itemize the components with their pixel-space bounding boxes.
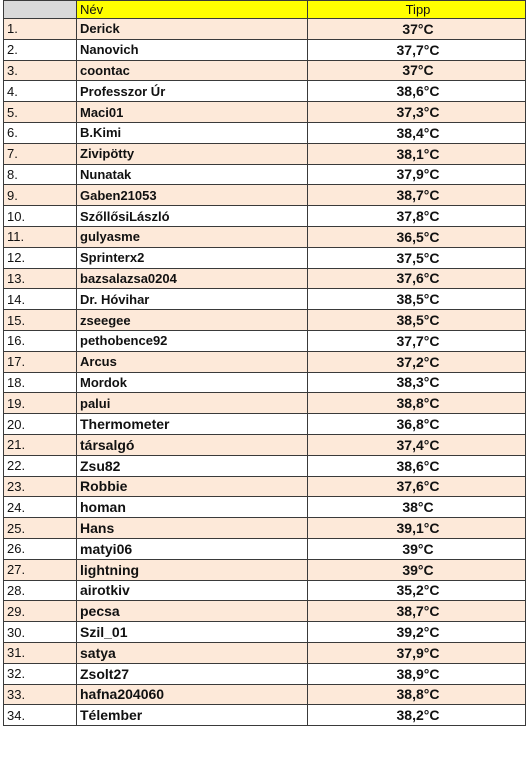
table-row (4, 601, 526, 622)
name-cell: airotkiv (77, 580, 308, 601)
tip-cell: 38,5°C (308, 289, 526, 310)
name-cell: pecsa (77, 601, 308, 622)
num-cell: 32. (4, 663, 77, 684)
tip-cell: 37,7°C (308, 39, 526, 60)
name-cell: Mordok (77, 372, 308, 393)
table-row (4, 268, 526, 289)
num-cell: 9. (4, 185, 77, 206)
tip-cell: 38,3°C (308, 372, 526, 393)
table-row (4, 310, 526, 331)
num-cell: 33. (4, 684, 77, 705)
name-cell: palui (77, 393, 308, 414)
tip-cell: 39°C (308, 559, 526, 580)
num-cell: 14. (4, 289, 77, 310)
tip-cell: 36,8°C (308, 414, 526, 435)
name-cell: társalgó (77, 434, 308, 455)
num-cell: 17. (4, 351, 77, 372)
num-cell: 29. (4, 601, 77, 622)
name-cell: hafna204060 (77, 684, 308, 705)
tip-cell: 37,6°C (308, 476, 526, 497)
num-cell: 31. (4, 642, 77, 663)
tip-cell: 37,4°C (308, 434, 526, 455)
tip-cell: 39,1°C (308, 518, 526, 539)
name-cell: Hans (77, 518, 308, 539)
num-cell: 5. (4, 102, 77, 123)
num-cell: 7. (4, 143, 77, 164)
num-cell: 6. (4, 122, 77, 143)
tip-cell: 39,2°C (308, 622, 526, 643)
name-cell: Szil_01 (77, 622, 308, 643)
num-cell: 25. (4, 518, 77, 539)
name-cell: lightning (77, 559, 308, 580)
tip-cell: 37°C (308, 60, 526, 81)
name-cell: Professzor Úr (77, 81, 308, 102)
num-cell: 13. (4, 268, 77, 289)
tip-cell: 37,9°C (308, 642, 526, 663)
table-row (4, 164, 526, 185)
table-row (4, 580, 526, 601)
header-num-cell (4, 1, 77, 19)
num-cell: 26. (4, 538, 77, 559)
name-cell: homan (77, 497, 308, 518)
num-cell: 18. (4, 372, 77, 393)
table-row (4, 559, 526, 580)
num-cell: 34. (4, 705, 77, 726)
num-cell: 20. (4, 414, 77, 435)
name-cell: Nunatak (77, 164, 308, 185)
num-cell: 15. (4, 310, 77, 331)
name-cell: Robbie (77, 476, 308, 497)
num-cell: 21. (4, 434, 77, 455)
table-row (4, 60, 526, 81)
table-row (4, 393, 526, 414)
name-cell: Dr. Hóvihar (77, 289, 308, 310)
name-cell: pethobence92 (77, 330, 308, 351)
table-row (4, 684, 526, 705)
table-row (4, 663, 526, 684)
num-cell: 28. (4, 580, 77, 601)
header-tip-cell: Tipp (308, 1, 526, 19)
name-cell: matyi06 (77, 538, 308, 559)
table-row (4, 538, 526, 559)
table-row (4, 122, 526, 143)
table-row (4, 102, 526, 123)
name-cell: Arcus (77, 351, 308, 372)
num-cell: 24. (4, 497, 77, 518)
table-row (4, 226, 526, 247)
num-cell: 4. (4, 81, 77, 102)
num-cell: 2. (4, 39, 77, 60)
table-row (4, 518, 526, 539)
num-cell: 27. (4, 559, 77, 580)
tip-cell: 38,2°C (308, 705, 526, 726)
name-cell: zseegee (77, 310, 308, 331)
table-row (4, 476, 526, 497)
table-row (4, 19, 526, 40)
tip-cell: 38,5°C (308, 310, 526, 331)
name-cell: Maci01 (77, 102, 308, 123)
name-cell: bazsalazsa0204 (77, 268, 308, 289)
name-cell: Zsolt27 (77, 663, 308, 684)
table-row (4, 642, 526, 663)
num-cell: 23. (4, 476, 77, 497)
table-row (4, 143, 526, 164)
table-row (4, 434, 526, 455)
table-row (4, 455, 526, 476)
table-row (4, 330, 526, 351)
tip-cell: 38,6°C (308, 81, 526, 102)
tip-cell: 38°C (308, 497, 526, 518)
name-cell: Thermometer (77, 414, 308, 435)
tip-cell: 36,5°C (308, 226, 526, 247)
table-row (4, 39, 526, 60)
table-row (4, 289, 526, 310)
table-row (4, 351, 526, 372)
tip-cell: 38,7°C (308, 601, 526, 622)
tip-cell: 37,8°C (308, 206, 526, 227)
num-cell: 16. (4, 330, 77, 351)
table-row (4, 372, 526, 393)
name-cell: Télember (77, 705, 308, 726)
name-cell: satya (77, 642, 308, 663)
table-row (4, 185, 526, 206)
table-row (4, 81, 526, 102)
tip-cell: 38,8°C (308, 684, 526, 705)
tipp-table (3, 0, 526, 726)
num-cell: 30. (4, 622, 77, 643)
name-cell: coontac (77, 60, 308, 81)
tip-cell: 39°C (308, 538, 526, 559)
tip-cell: 37,3°C (308, 102, 526, 123)
num-cell: 10. (4, 206, 77, 227)
num-cell: 3. (4, 60, 77, 81)
table-row (4, 622, 526, 643)
table-row (4, 414, 526, 435)
name-cell: Gaben21053 (77, 185, 308, 206)
name-cell: Sprinterx2 (77, 247, 308, 268)
tip-cell: 38,8°C (308, 393, 526, 414)
header-name-cell: Név (77, 1, 308, 19)
tip-cell: 37°C (308, 19, 526, 40)
name-cell: gulyasme (77, 226, 308, 247)
name-cell: B.Kimi (77, 122, 308, 143)
tip-cell: 38,4°C (308, 122, 526, 143)
header-row (4, 1, 526, 19)
num-cell: 22. (4, 455, 77, 476)
spreadsheet (3, 0, 525, 726)
num-cell: 12. (4, 247, 77, 268)
table-row (4, 247, 526, 268)
tip-cell: 38,1°C (308, 143, 526, 164)
num-cell: 11. (4, 226, 77, 247)
tip-cell: 38,6°C (308, 455, 526, 476)
name-cell: Nanovich (77, 39, 308, 60)
num-cell: 8. (4, 164, 77, 185)
tip-cell: 38,9°C (308, 663, 526, 684)
name-cell: Zsu82 (77, 455, 308, 476)
tip-cell: 37,5°C (308, 247, 526, 268)
tip-cell: 35,2°C (308, 580, 526, 601)
table-row (4, 497, 526, 518)
num-cell: 1. (4, 19, 77, 40)
tip-cell: 37,6°C (308, 268, 526, 289)
tip-cell: 38,7°C (308, 185, 526, 206)
table-row (4, 705, 526, 726)
tip-cell: 37,2°C (308, 351, 526, 372)
tip-cell: 37,9°C (308, 164, 526, 185)
tip-cell: 37,7°C (308, 330, 526, 351)
name-cell: SzőllősiLászló (77, 206, 308, 227)
name-cell: Derick (77, 19, 308, 40)
name-cell: Zivipötty (77, 143, 308, 164)
num-cell: 19. (4, 393, 77, 414)
table-row (4, 206, 526, 227)
